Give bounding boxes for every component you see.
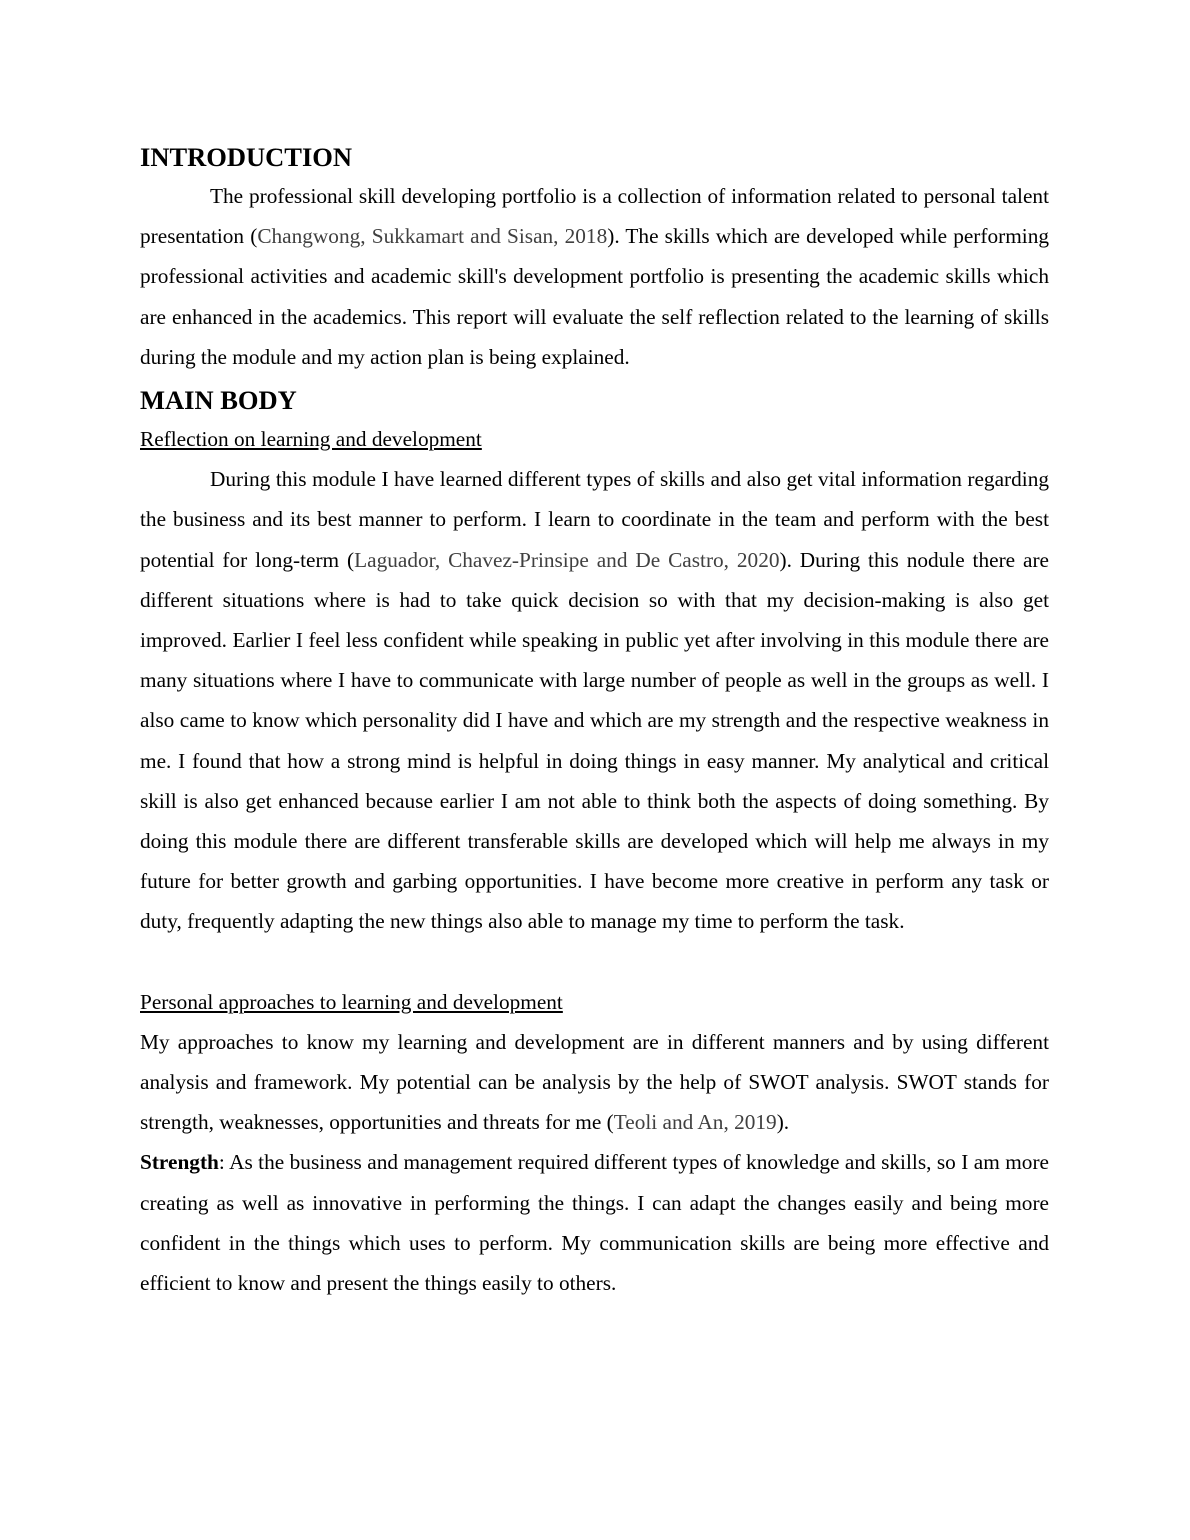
intro-text-b: ). The skills which are developed while performing professional activities and academic skill's development portfolio is presenting the academic skills which are enhanced in the academics. This report will evaluate the self reflection related to the learning of skills during the module and my action plan is being explained. bbox=[140, 224, 1050, 369]
reflection-text-b: ). During this nodule there are different situations where is had to take quick decision so with that my decision-making is also get improved. Earlier I feel less confident while speaking in public yet after involving in this module there are many situations where I have to communicate with large number of people as well in the groups as well. I also came to know which personality did I have and which are my strength and the respective weakness in me. I found that how a strong mind is helpful in doing things in easy manner. My analytical and critical skill is also get enhanced because earlier I am not able to think both the aspects of doing something. By doing this module there are different transferable skills are developed which will help me always in my future for better growth and garbing opportunities. I have become more creative in perform any task or duty, frequently adapting the new things also able to manage my time to perform the task. bbox=[140, 547, 1049, 934]
introduction-heading: INTRODUCTION bbox=[140, 142, 353, 172]
approaches-text-a: My approaches to know my learning and development are in different manners and by using different analysis and framework. My potential can be analysis by the help of SWOT analysis. SWOT stands for strength, weaknesses, opportunities and threats for me ( bbox=[140, 1029, 1049, 1135]
reflection-text-a: During this module I have learned different types of skills and also get vital information regarding the business and its best manner to perform. I learn to coordinate in the team and perform with the best potential for long-term ( bbox=[140, 467, 1049, 572]
paragraph-gap bbox=[140, 942, 1049, 982]
reflection-paragraph bbox=[140, 459, 1049, 941]
approaches-text-b: ). bbox=[776, 1110, 790, 1135]
strength-text: : As the business and management required different types of knowledge and skills, so I am more creating as well as innovative in performing the things. I can adapt the changes easily and being more confident in the things which uses to perform. My communication skills are being more effective and efficient to know and present the things easily to others. bbox=[140, 1150, 1049, 1296]
strength-label: Strength bbox=[140, 1150, 219, 1175]
introduction-paragraph bbox=[140, 176, 1049, 377]
approaches-subheading: Personal approaches to learning and development bbox=[140, 989, 563, 1014]
citation-changwong: Changwong, Sukkamart and Sisan, 2018 bbox=[257, 224, 608, 249]
reflection-subheading: Reflection on learning and development bbox=[140, 427, 482, 452]
document-page bbox=[140, 138, 1049, 1303]
main-body-heading: MAIN BODY bbox=[140, 385, 297, 416]
citation-laguador: Laguador, Chavez-Prinsipe and De Castro, 2020 bbox=[354, 547, 780, 572]
citation-teoli: Teoli and An, 2019 bbox=[613, 1110, 777, 1135]
intro-text-a: The professional skill developing portfolio is a collection of information related to personal talent presentation ( bbox=[140, 184, 1049, 249]
strength-paragraph bbox=[140, 1142, 1049, 1303]
approaches-paragraph bbox=[140, 1022, 1049, 1143]
